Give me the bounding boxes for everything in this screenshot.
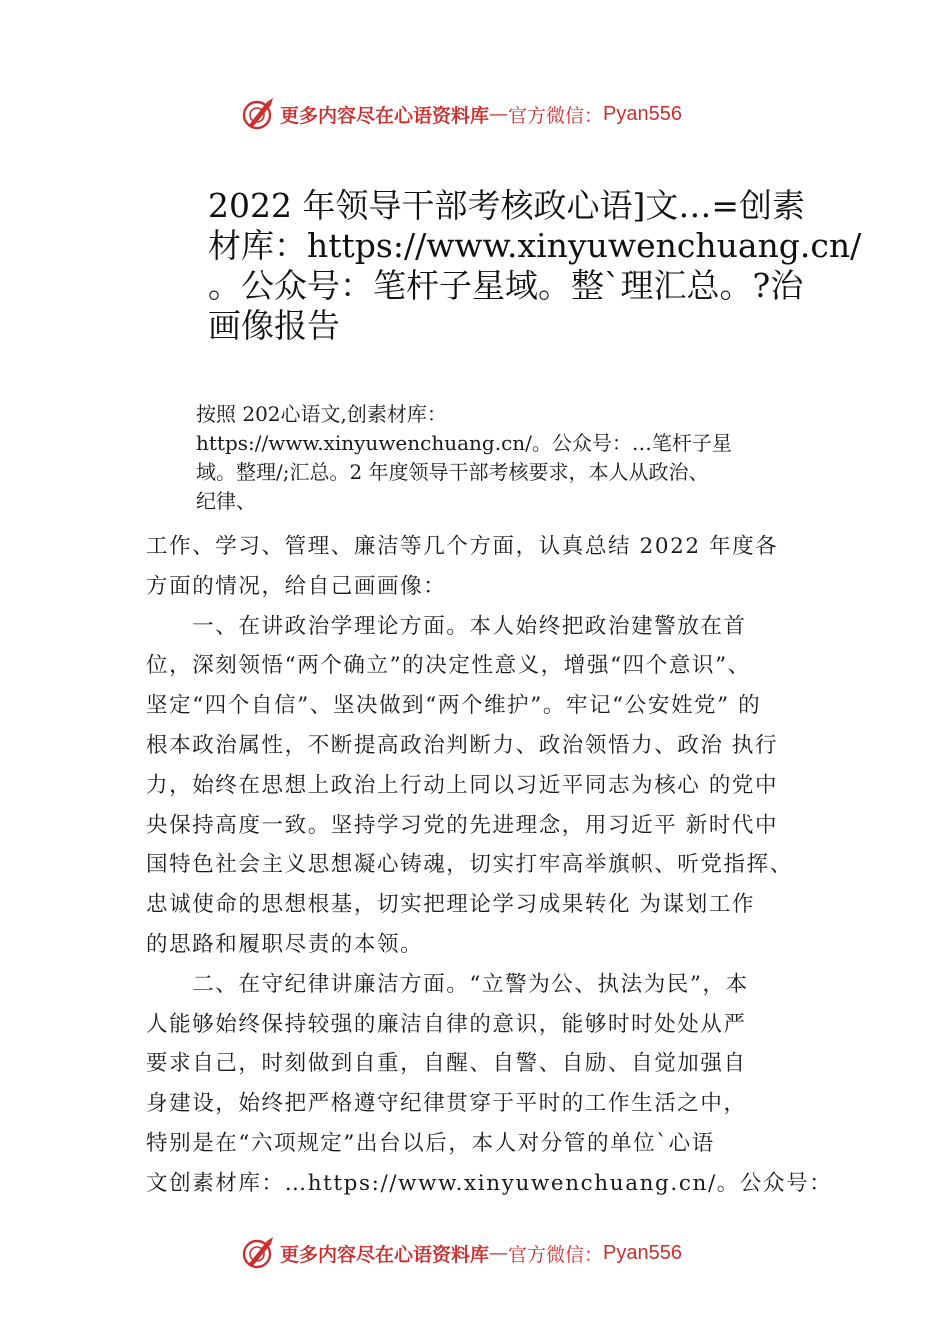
title-line: 材库：https://www.xinyuwenchuang.cn/ xyxy=(208,226,862,265)
body-line: 文创素材库：…https://www.xinyuwenchuang.cn/。公众号： xyxy=(146,1170,833,1196)
banner-weixin-id: Pyan556 xyxy=(603,1241,682,1264)
document-title xyxy=(208,186,862,346)
header-banner xyxy=(240,94,760,134)
body-line: 国特色社会主义思想凝心铸魂，切实打牢高举旗帜、听党指挥、 xyxy=(146,852,793,878)
body-line: 特别是在“六项规定”出台以后，本人对分管的单位`心语 xyxy=(146,1130,715,1156)
brush-logo-icon xyxy=(240,96,276,132)
banner-weixin-label: 官方微信： xyxy=(508,104,604,127)
intro-line: https://www.xinyuwenchuang.cn/。公众号：…笔杆子星 xyxy=(196,431,732,455)
body-line: 二、在守纪律讲廉洁方面。“立警为公、执法为民”，本 xyxy=(146,971,749,997)
body-line: 一、在讲政治学理论方面。本人始终把政治建警放在首 xyxy=(146,613,747,639)
banner-separator: — xyxy=(489,103,509,125)
body-line: 忠诚使命的思想根基，切实把理论学习成果转化 为谋划工作 xyxy=(146,892,756,918)
intro-line: 纪律、 xyxy=(196,489,256,513)
body-line: 坚定“四个自信”、坚决做到“两个维护”。牢记“公安姓党” 的 xyxy=(146,693,762,719)
intro-paragraph xyxy=(196,400,856,516)
body-line: 的思路和履职尽责的本领。 xyxy=(146,931,424,957)
title-line: 画像报告 xyxy=(208,306,340,345)
title-line: 。公众号：笔杆子星域。整`理汇总。?治 xyxy=(208,266,804,305)
footer-banner xyxy=(240,1233,760,1273)
banner-slogan: 更多内容尽在心语资料库 xyxy=(280,104,490,127)
banner-weixin-id: Pyan556 xyxy=(603,102,682,125)
body-line: 力，始终在思想上政治上行动上同以习近平同志为核心 的党中 xyxy=(146,772,779,798)
body-line: 方面的情况，给自己画画像： xyxy=(146,573,447,599)
banner-weixin-label: 官方微信： xyxy=(508,1243,604,1266)
body-line: 位，深刻领悟“两个确立”的决定性意义，增强“四个意识”、 xyxy=(146,653,751,679)
intro-line: 域。整理/;汇总。2 年度领导干部考核要求，本人从政治、 xyxy=(196,460,709,484)
intro-line: 按照 202心语文,创素材库： xyxy=(196,402,447,426)
title-line: 2022 年领导干部考核政心语]文…=创素 xyxy=(208,186,805,225)
body-line: 身建设，始终把严格遵守纪律贯穿于平时的工作生活之中， xyxy=(146,1091,747,1117)
body-line: 央保持高度一致。坚持学习党的先进理念，用习近平 新时代中 xyxy=(146,812,779,838)
body-line: 人能够始终保持较强的廉洁自律的意识，能够时时处处从严 xyxy=(146,1011,747,1037)
body-line: 要求自己，时刻做到自重，自醒、自警、自励、自觉加强自 xyxy=(146,1051,747,1077)
brush-logo-icon xyxy=(240,1235,276,1271)
body-line: 根本政治属性，不断提高政治判断力、政治领悟力、政治 执行 xyxy=(146,732,779,758)
body-text xyxy=(146,527,846,1204)
banner-separator: — xyxy=(489,1242,509,1264)
body-line: 工作、学习、管理、廉洁等几个方面，认真总结 2022 年度各 xyxy=(146,534,779,559)
banner-slogan: 更多内容尽在心语资料库 xyxy=(280,1243,490,1266)
